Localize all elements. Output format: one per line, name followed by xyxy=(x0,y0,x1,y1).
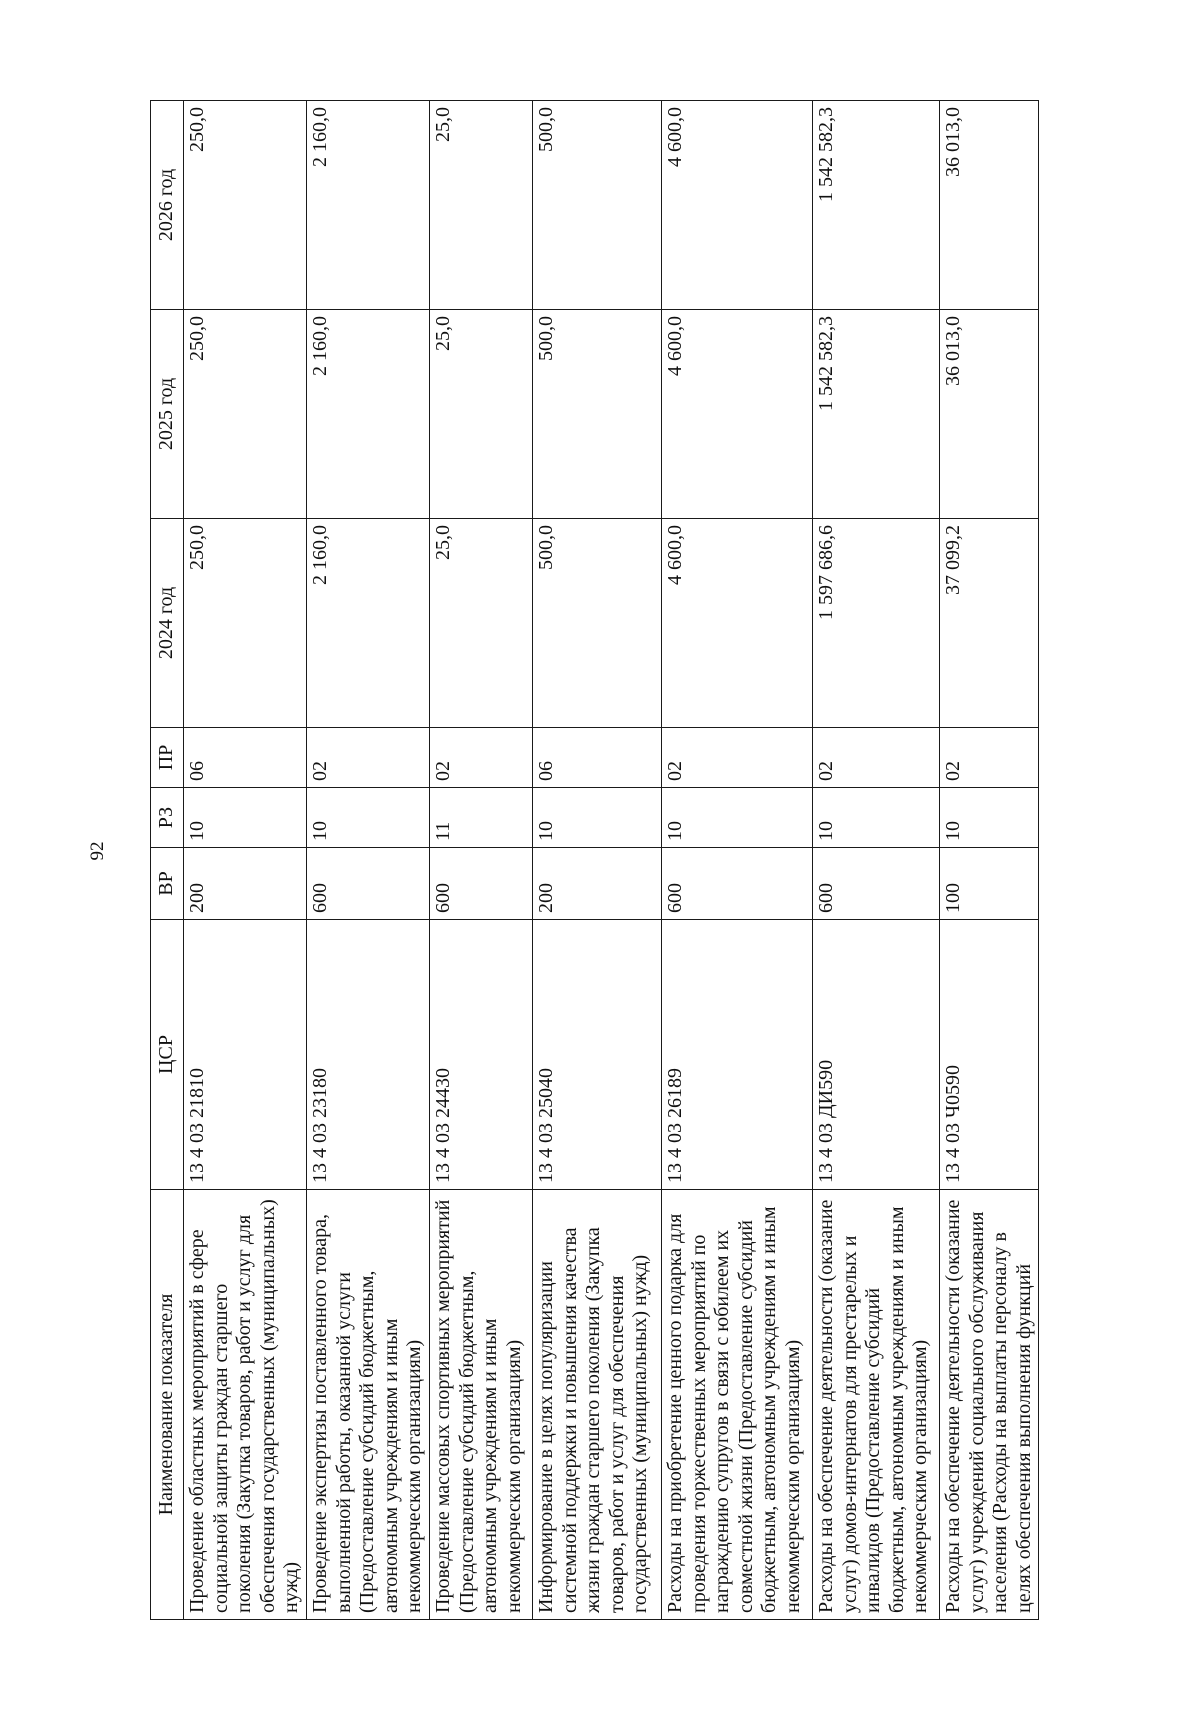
table-row xyxy=(532,101,661,1620)
cell-name: Расходы на обеспечение деятельности (оказание услуг) учреждений социального обслуживания населения (Расходы на выплаты персоналу в целях обеспечения выполнения функций xyxy=(939,1190,1038,1620)
table-row xyxy=(939,101,1038,1620)
table-row xyxy=(812,101,939,1620)
cell-rz: 10 xyxy=(939,788,1038,848)
header-2025: 2025 год xyxy=(151,310,184,519)
header-name: Наименование показателя xyxy=(151,1190,184,1620)
cell-rz: 10 xyxy=(306,788,429,848)
table-row xyxy=(306,101,429,1620)
cell-csr: 13 4 03 25040 xyxy=(532,920,661,1190)
budget-table xyxy=(150,100,1039,1620)
cell-csr: 13 4 03 24430 xyxy=(429,920,532,1190)
cell-2026: 500,0 xyxy=(532,101,661,310)
cell-2024: 1 597 686,6 xyxy=(812,519,939,728)
cell-2025: 250,0 xyxy=(184,310,307,519)
cell-rz: 11 xyxy=(429,788,532,848)
cell-csr: 13 4 03 ДИ590 xyxy=(812,920,939,1190)
header-vr: ВР xyxy=(151,848,184,920)
cell-csr: 13 4 03 Ч0590 xyxy=(939,920,1038,1190)
cell-vr: 600 xyxy=(812,848,939,920)
cell-pr: 02 xyxy=(661,728,812,788)
header-csr: ЦСР xyxy=(151,920,184,1190)
cell-pr: 06 xyxy=(532,728,661,788)
cell-2026: 2 160,0 xyxy=(306,101,429,310)
cell-name: Расходы на обеспечение деятельности (оказание услуг) домов-интернатов для престарелых и инвалидов (Предоставление субсидий бюджетным, автономным учреждениям и иным некоммерческим организациям) xyxy=(812,1190,939,1620)
cell-pr: 02 xyxy=(812,728,939,788)
cell-name: Проведение областных мероприятий в сфере социальной защиты граждан старшего поколения (Закупка товаров, работ и услуг для обеспечения государственных (муниципальных) нужд) xyxy=(184,1190,307,1620)
budget-table-container xyxy=(150,100,1170,1620)
cell-pr: 02 xyxy=(939,728,1038,788)
table-header-row xyxy=(151,101,184,1620)
cell-2024: 4 600,0 xyxy=(661,519,812,728)
cell-vr: 600 xyxy=(661,848,812,920)
cell-2024: 250,0 xyxy=(184,519,307,728)
page-number: 92 xyxy=(87,841,108,861)
cell-rz: 10 xyxy=(661,788,812,848)
cell-rz: 10 xyxy=(812,788,939,848)
cell-2026: 25,0 xyxy=(429,101,532,310)
cell-name: Расходы на приобретение ценного подарка для проведения торжественных мероприятий по награждению супругов в связи с юбилеем их совместной жизни (Предоставление субсидий бюджетным, автономным учреждениям и иным некоммерческим организациям) xyxy=(661,1190,812,1620)
cell-pr: 06 xyxy=(184,728,307,788)
cell-rz: 10 xyxy=(532,788,661,848)
header-2024: 2024 год xyxy=(151,519,184,728)
cell-csr: 13 4 03 26189 xyxy=(661,920,812,1190)
cell-2026: 1 542 582,3 xyxy=(812,101,939,310)
cell-vr: 100 xyxy=(939,848,1038,920)
cell-csr: 13 4 03 21810 xyxy=(184,920,307,1190)
cell-2026: 36 013,0 xyxy=(939,101,1038,310)
cell-2025: 1 542 582,3 xyxy=(812,310,939,519)
cell-2025: 4 600,0 xyxy=(661,310,812,519)
cell-2024: 25,0 xyxy=(429,519,532,728)
cell-name: Проведение экспертизы поставленного товара, выполненной работы, оказанной услуги (Предоставление субсидий бюджетным, автономным учреждениям и иным некоммерческим организациям) xyxy=(306,1190,429,1620)
cell-vr: 200 xyxy=(184,848,307,920)
cell-2024: 500,0 xyxy=(532,519,661,728)
cell-2025: 36 013,0 xyxy=(939,310,1038,519)
header-pr: ПР xyxy=(151,728,184,788)
cell-2025: 500,0 xyxy=(532,310,661,519)
cell-2024: 2 160,0 xyxy=(306,519,429,728)
table-row xyxy=(661,101,812,1620)
header-2026: 2026 год xyxy=(151,101,184,310)
cell-rz: 10 xyxy=(184,788,307,848)
cell-pr: 02 xyxy=(306,728,429,788)
cell-2026: 250,0 xyxy=(184,101,307,310)
cell-pr: 02 xyxy=(429,728,532,788)
cell-vr: 600 xyxy=(306,848,429,920)
cell-name: Информирование в целях популяризации системной поддержки и повышения качества жизни граждан старшего поколения (Закупка товаров, работ и услуг для обеспечения государственных (муниципальных) нужд) xyxy=(532,1190,661,1620)
table-row xyxy=(184,101,307,1620)
cell-vr: 200 xyxy=(532,848,661,920)
cell-2026: 4 600,0 xyxy=(661,101,812,310)
header-rz: РЗ xyxy=(151,788,184,848)
table-row xyxy=(429,101,532,1620)
cell-csr: 13 4 03 23180 xyxy=(306,920,429,1190)
cell-2025: 25,0 xyxy=(429,310,532,519)
cell-2024: 37 099,2 xyxy=(939,519,1038,728)
cell-2025: 2 160,0 xyxy=(306,310,429,519)
cell-name: Проведение массовых спортивных мероприятий (Предоставление субсидий бюджетным, автономным учреждениям и иным некоммерческим организациям) xyxy=(429,1190,532,1620)
cell-vr: 600 xyxy=(429,848,532,920)
